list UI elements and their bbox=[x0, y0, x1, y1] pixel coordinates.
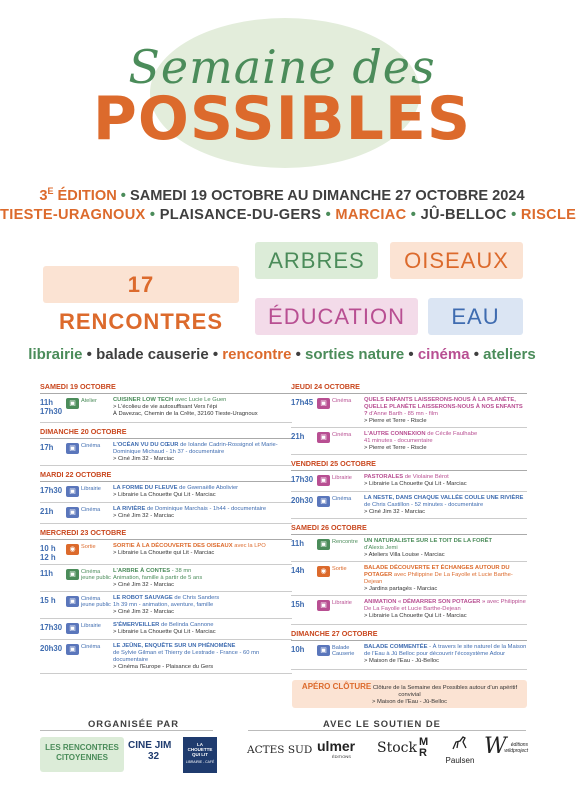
event-author: - À travers le site naturel de la Maison de l'Eau à Jû Belloc pour découvrir l'écosystème Adour bbox=[364, 644, 527, 657]
event-category-icon: ▣ bbox=[317, 600, 330, 611]
event-author: d'Alexis Jemi bbox=[364, 545, 398, 551]
day-heading: VENDREDI 25 OCTOBRE bbox=[291, 458, 527, 471]
event-author: de Sylvie Gilman et Thierry de Lestrade - France - 60 mn documentaire bbox=[113, 650, 260, 663]
logo-wildproject-word: éditions wildproject bbox=[504, 742, 528, 754]
event-location: > Ciné Jim 32 - Marciac bbox=[364, 509, 426, 515]
organised-heading: ORGANISÉE PAR bbox=[88, 718, 179, 729]
location-sep: • bbox=[406, 207, 421, 223]
event-category: Cinéma bbox=[81, 507, 101, 513]
activity-sep: • bbox=[82, 346, 97, 363]
logo-stock: Stock bbox=[377, 740, 417, 756]
event-description bbox=[364, 565, 527, 593]
program-right-column bbox=[291, 378, 527, 670]
event-row bbox=[291, 596, 527, 625]
logo-chouette-subtitle: LIBRAIRIE - CAFÉ bbox=[185, 760, 215, 764]
logo-ulmer-word: ulmer bbox=[317, 738, 356, 754]
event-description bbox=[113, 643, 292, 671]
location-sep: • bbox=[145, 207, 160, 223]
activity-4: cinéma bbox=[417, 346, 470, 363]
activity-2: rencontre bbox=[222, 346, 292, 363]
logo-paulsen-word: Paulsen bbox=[445, 756, 475, 765]
activity-sep: • bbox=[469, 346, 484, 363]
event-description bbox=[364, 538, 527, 559]
event-time: 17h45 bbox=[291, 398, 314, 407]
title-main: POSSIBLES bbox=[92, 84, 472, 154]
event-title: BALADE DÉCOUVERTE ET ÉCHANGES AUTOUR DU POTAGER bbox=[364, 565, 510, 578]
activity-1: balade causerie bbox=[96, 346, 209, 363]
event-category: Cinéma jeune public bbox=[81, 596, 111, 609]
activity-sep: • bbox=[291, 346, 306, 363]
program-left-column bbox=[40, 378, 292, 674]
event-location: > Ciné Jim 32 - Marciac bbox=[113, 582, 175, 588]
logo-chouette-qui-lit bbox=[183, 737, 217, 773]
location-2: MARCIAC bbox=[335, 207, 407, 223]
event-location: > Maison de l'Eau - Jû-Belloc bbox=[364, 658, 440, 664]
event-description bbox=[364, 397, 527, 425]
event-description bbox=[364, 495, 527, 516]
event-row bbox=[40, 592, 292, 619]
event-location: > Librairie La Chouette qui Lit - Marciac bbox=[113, 550, 215, 556]
day-heading: DIMANCHE 20 OCTOBRE bbox=[40, 426, 292, 439]
tag-rencontres: 17 RENCONTRES bbox=[43, 266, 239, 303]
event-category: Cinéma bbox=[332, 496, 352, 502]
event-row bbox=[40, 439, 292, 466]
logo-rencontres-citoyennes: LES RENCONTRES CITOYENNES bbox=[40, 737, 124, 772]
title-script: Semaine des bbox=[128, 40, 436, 94]
event-author: de Belinda Cannone bbox=[159, 622, 214, 628]
logo-chouette-name: LA CHOUETTE QUI LIT bbox=[187, 742, 213, 757]
logo-wildproject-w: W bbox=[484, 734, 507, 759]
event-title: UN NATURALISTE SUR LE TOIT DE LA FORÊT bbox=[364, 538, 493, 544]
logo-ulmer-editions: ÉDITIONS bbox=[332, 754, 351, 759]
apero-sub: > Maison de l'Eau - Jû-Belloc bbox=[371, 699, 448, 705]
event-location: > Cinéma l'Europe - Plaisance du Gers bbox=[113, 664, 214, 670]
event-time: 17h bbox=[40, 443, 54, 452]
event-category-icon: ▣ bbox=[66, 644, 79, 655]
location-3: JÛ-BELLOC bbox=[420, 207, 507, 223]
event-location: > Pierre et Terre - Riscle bbox=[364, 418, 427, 424]
location-sep: • bbox=[506, 207, 521, 223]
location-4: RISCLE bbox=[520, 207, 576, 223]
event-category: Atelier bbox=[81, 398, 97, 404]
event-time: 17h30 bbox=[40, 486, 63, 495]
event-category-icon: ▣ bbox=[66, 398, 79, 409]
locations-line bbox=[0, 207, 576, 223]
event-row bbox=[291, 562, 527, 596]
event-location: > Librairie La Chouette Qui Lit - Marciac bbox=[113, 492, 216, 498]
event-category: Librairie bbox=[332, 475, 352, 481]
logo-paulsen bbox=[442, 735, 478, 765]
event-row bbox=[40, 565, 292, 592]
day-heading: DIMANCHE 27 OCTOBRE bbox=[291, 628, 527, 641]
event-title: LE ROBOT SAUVAGE bbox=[113, 595, 173, 601]
event-title: L'AUTRE CONNEXION bbox=[364, 431, 426, 437]
event-time: 21h bbox=[291, 432, 305, 441]
edition-dates: SAMEDI 19 OCTOBRE AU DIMANCHE 27 OCTOBRE 2024 bbox=[129, 187, 525, 204]
event-row bbox=[40, 540, 292, 565]
paulsen-ibex-icon bbox=[450, 735, 470, 751]
event-description bbox=[364, 431, 527, 452]
apero-title: APÉRO CLÔTURE bbox=[301, 682, 372, 691]
event-category-icon: ▣ bbox=[66, 569, 79, 580]
day-heading: SAMEDI 26 OCTOBRE bbox=[291, 522, 527, 535]
event-description bbox=[113, 595, 292, 616]
event-category: Librairie bbox=[332, 600, 352, 606]
event-time: 15 h bbox=[40, 596, 56, 605]
logo-wildproject bbox=[484, 734, 528, 759]
event-location: > Librairie La Chouette Qui Lit - Marciac bbox=[364, 481, 467, 487]
tag-arbres: ARBRES bbox=[255, 242, 378, 279]
location-1: PLAISANCE-DU-GERS bbox=[159, 207, 322, 223]
event-time: 20h30 bbox=[291, 496, 314, 505]
divider-left bbox=[40, 730, 213, 731]
event-category-icon: ▣ bbox=[66, 507, 79, 518]
event-time: 11h bbox=[291, 539, 305, 548]
event-author: de Chris Castillon - 52 minutes - documentaire bbox=[364, 502, 484, 508]
event-row bbox=[291, 471, 527, 492]
event-author: de Cécile Faulhabe 41 minutes - documentaire bbox=[364, 431, 478, 444]
event-description bbox=[113, 397, 292, 418]
event-category-icon: ▣ bbox=[66, 443, 79, 454]
edition-sup: E bbox=[47, 186, 54, 196]
day-heading: SAMEDI 19 OCTOBRE bbox=[40, 381, 292, 394]
event-row bbox=[291, 492, 527, 519]
event-row bbox=[40, 394, 292, 423]
event-row bbox=[291, 641, 527, 670]
event-author: avec Philippine De La Fayolle et Lucie Barthe-Dejean bbox=[364, 599, 526, 612]
activity-sep: • bbox=[404, 346, 418, 363]
event-description bbox=[113, 506, 292, 520]
event-category: Librairie bbox=[81, 486, 101, 492]
event-time: 11h bbox=[40, 569, 54, 578]
divider-right bbox=[248, 730, 526, 731]
edition-number: 3 bbox=[39, 187, 48, 204]
tag-education: ÉDUCATION bbox=[255, 298, 418, 335]
logo-jim-word: JIM bbox=[154, 740, 172, 751]
logo-actes-sud: ACTES SUD bbox=[247, 744, 313, 756]
event-time: 21h bbox=[40, 507, 54, 516]
support-heading: AVEC LE SOUTIEN DE bbox=[323, 718, 441, 729]
event-author: de Gwenaëlle Abolivier bbox=[177, 485, 239, 491]
event-title: ANIMATION « DÉMARRER SON POTAGER » bbox=[364, 599, 486, 605]
event-author: de Iolande Cadrin-Rossignol et Marie-Dominique Michaud - 1h 37 - documentaire bbox=[113, 442, 278, 455]
event-title: PASTORALES bbox=[364, 474, 404, 480]
edition-line bbox=[0, 186, 564, 204]
event-title: CUISINER LOW TECH bbox=[113, 397, 174, 403]
logo-jim-number: 32 bbox=[148, 751, 160, 762]
day-heading: MARDI 22 OCTOBRE bbox=[40, 469, 292, 482]
event-location: > L'écolieu de vie autosuffisant Vers l'épi À Davezac, Chemin de la Crête, 32160 Tieste-Uragnoux bbox=[113, 404, 258, 417]
event-time: 11h 17h30 bbox=[40, 398, 63, 416]
event-time: 10h bbox=[291, 645, 305, 654]
event-author: - 38 mn Animation, famille à partir de 5 ans bbox=[113, 568, 203, 581]
logo-cine-word: CINE bbox=[128, 740, 152, 751]
event-category-icon: ▣ bbox=[66, 623, 79, 634]
event-category: Sortie bbox=[81, 544, 96, 550]
event-location: > Ciné Jim 32 - Marciac bbox=[113, 609, 175, 615]
event-category-icon: ▣ bbox=[317, 475, 330, 486]
apero-text: Clôture de la Semaine des Possibles autour d'un apéritif convivial bbox=[371, 685, 518, 698]
event-time: 14h bbox=[291, 566, 305, 575]
event-location: > Ateliers Villa Louise - Marciac bbox=[364, 552, 445, 558]
event-category-icon: ▣ bbox=[317, 432, 330, 443]
event-row bbox=[40, 619, 292, 640]
event-time: 17h30 bbox=[40, 623, 63, 632]
event-author: avec Lucie Le Guen bbox=[173, 397, 227, 403]
edition-sep: • bbox=[116, 187, 130, 204]
activity-3: sorties nature bbox=[305, 346, 405, 363]
event-time: 17h30 bbox=[291, 475, 314, 484]
event-description bbox=[364, 644, 527, 665]
event-description bbox=[364, 599, 527, 620]
event-location: > Ciné Jim 32 - Marciac bbox=[113, 456, 175, 462]
edition-word: ÉDITION bbox=[53, 187, 117, 204]
event-category-icon: ▣ bbox=[317, 398, 330, 409]
event-location: > Ciné Jim 32 - Marciac bbox=[113, 513, 175, 519]
event-author: de Chris Sanders 1h 39 mn - animation, aventure, famille bbox=[113, 595, 220, 608]
event-title: SORTIE À LA DÉCOUVERTE DES OISEAUX bbox=[113, 543, 233, 549]
day-heading: MERCREDI 23 OCTOBRE bbox=[40, 527, 292, 540]
event-title: L'OCÉAN VU DU CŒUR bbox=[113, 442, 179, 448]
event-title: BALADE COMMENTÉE bbox=[364, 644, 428, 650]
event-description bbox=[113, 622, 292, 636]
event-row bbox=[40, 482, 292, 503]
event-category-icon: ▣ bbox=[317, 496, 330, 507]
logo-ulmer bbox=[317, 738, 355, 759]
location-sep: • bbox=[321, 207, 336, 223]
event-location: > Librairie La Chouette Qui Lit - Marciac bbox=[113, 629, 216, 635]
event-author: de Dominique Marchais - 1h44 - documentaire bbox=[145, 506, 267, 512]
activity-5: ateliers bbox=[483, 346, 536, 363]
tag-eau: EAU bbox=[428, 298, 523, 335]
event-title: S'ÉMERVEILLER bbox=[113, 622, 160, 628]
event-category: Rencontre bbox=[332, 539, 358, 545]
event-row bbox=[40, 640, 292, 674]
event-category: Cinéma bbox=[81, 443, 101, 449]
activity-0: librairie bbox=[28, 346, 83, 363]
event-title: LA FORME DU FLEUVE bbox=[113, 485, 178, 491]
event-category-icon: ▣ bbox=[317, 539, 330, 550]
event-category: Cinéma bbox=[81, 644, 101, 650]
logo-mr: M R bbox=[419, 736, 429, 759]
event-category: Cinéma bbox=[332, 432, 352, 438]
event-time: 15h bbox=[291, 600, 305, 609]
event-row bbox=[291, 535, 527, 562]
event-author: avec la LPO bbox=[232, 543, 266, 549]
event-category: Sortie bbox=[332, 566, 347, 572]
event-author: avec Philippine De La Fayolle et Lucie Barthe-Dejean bbox=[364, 572, 513, 585]
event-category: Cinéma bbox=[332, 398, 352, 404]
event-category-icon: ◉ bbox=[66, 544, 79, 555]
event-row bbox=[291, 394, 527, 428]
event-description bbox=[113, 442, 292, 463]
event-title: QUELS ENFANTS LAISSERONS-NOUS À LA PLANÈTE, QUELLE PLANÈTE LAISSERONS-NOUS À NOS ENFANTS ? bbox=[364, 397, 523, 417]
event-description bbox=[113, 485, 292, 499]
location-0: TIESTE-URAGNOUX bbox=[0, 207, 146, 223]
event-author: de Violaine Bérot bbox=[403, 474, 449, 480]
event-description bbox=[364, 474, 527, 488]
event-time: 20h30 bbox=[40, 644, 63, 653]
event-title: LA RIVIÈRE bbox=[113, 506, 146, 512]
event-title: LA NESTE, DANS CHAQUE VALLÉE COULE UNE RIVIÈRE bbox=[364, 495, 524, 501]
day-heading: JEUDI 24 OCTOBRE bbox=[291, 381, 527, 394]
event-category: Cinéma jeune public bbox=[81, 569, 111, 582]
apero-cloture bbox=[292, 680, 527, 708]
activity-sep: • bbox=[208, 346, 223, 363]
event-description bbox=[113, 543, 292, 557]
event-author: d'Anne Barth - 85 mn - film bbox=[367, 411, 438, 417]
event-row bbox=[291, 428, 527, 455]
event-time: 10 h 12 h bbox=[40, 544, 56, 562]
activities-line bbox=[0, 346, 564, 363]
event-location: > Pierre et Terre - Riscle bbox=[364, 445, 427, 451]
logo-cine-jim bbox=[128, 740, 178, 772]
event-category-icon: ◉ bbox=[317, 566, 330, 577]
event-category-icon: ▣ bbox=[317, 645, 330, 656]
event-location: > Jardins partagés - Marciac bbox=[364, 586, 438, 592]
event-location: > Librairie La Chouette Qui Lit - Marciac bbox=[364, 613, 467, 619]
event-category: Balade Causerie bbox=[332, 645, 355, 658]
event-title: LE JEÛNE, ENQUÊTE SUR UN PHÉNOMÈNE bbox=[113, 643, 236, 649]
event-category-icon: ▣ bbox=[66, 596, 79, 607]
event-category: Librairie bbox=[81, 623, 101, 629]
event-title: L'ARBRE À CONTES bbox=[113, 568, 171, 574]
tag-oiseaux: OISEAUX bbox=[390, 242, 523, 279]
event-category-icon: ▣ bbox=[66, 486, 79, 497]
event-row bbox=[40, 503, 292, 524]
event-description bbox=[113, 568, 292, 589]
